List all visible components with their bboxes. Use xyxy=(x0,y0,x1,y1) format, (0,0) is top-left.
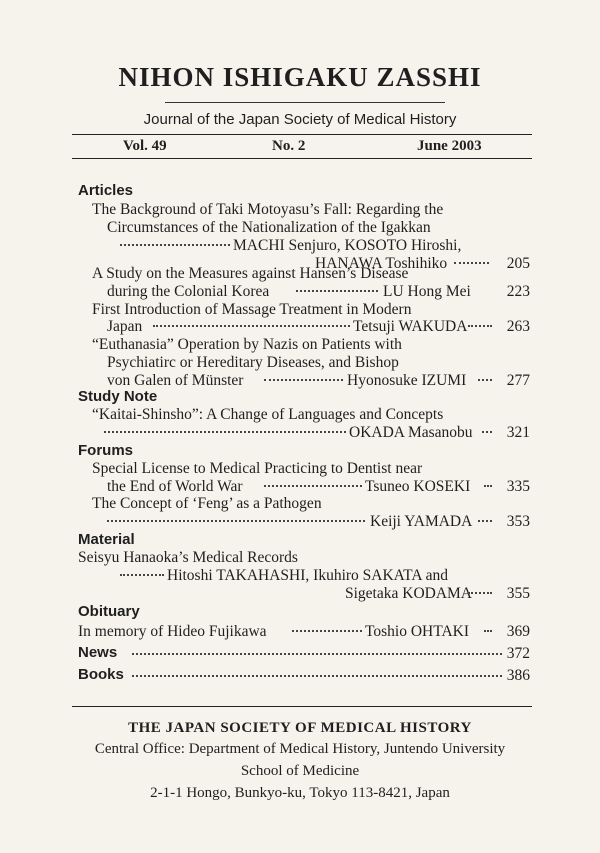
forum-1-title-line-1: Special License to Medical Practicing to Dentist near xyxy=(92,460,423,477)
leader-dots xyxy=(120,570,164,576)
leader-dots xyxy=(454,258,489,264)
section-obituary: Obituary xyxy=(78,603,140,620)
article-3-page: 263 xyxy=(506,318,530,335)
forum-2-page: 353 xyxy=(506,513,530,530)
leader-dots xyxy=(264,375,343,381)
issue-number: No. 2 xyxy=(272,138,306,154)
leader-dots xyxy=(484,481,492,487)
obituary-author: Toshio OHTAKI xyxy=(365,623,470,640)
leader-dots xyxy=(132,649,502,655)
school-name: School of Medicine xyxy=(240,763,360,779)
title-rule xyxy=(165,102,445,103)
material-page: 355 xyxy=(506,585,530,602)
issue-date: June 2003 xyxy=(417,138,482,154)
material-title: Seisyu Hanaoka’s Medical Records xyxy=(78,549,298,566)
section-news: News xyxy=(78,644,118,661)
address: 2-1-1 Hongo, Bunkyo-ku, Tokyo 113-8421, Japan xyxy=(150,785,450,801)
article-2-author: LU Hong Mei xyxy=(383,283,471,300)
article-3-title-line-2: Japan xyxy=(107,318,143,335)
material-authors-line-2: Sigetaka KODAMA xyxy=(345,585,472,602)
journal-title: NIHON ISHIGAKU ZASSHI xyxy=(118,62,482,92)
article-2-page: 223 xyxy=(506,283,530,300)
article-4-title-line-3: von Galen of Münster xyxy=(107,372,244,389)
section-books: Books xyxy=(78,666,124,683)
society-name: THE JAPAN SOCIETY OF MEDICAL HISTORY xyxy=(128,720,472,736)
article-1-authors-line-2: HANAWA Toshihiko xyxy=(315,255,448,272)
leader-dots xyxy=(132,671,502,677)
article-3-title-line-1: First Introduction of Massage Treatment in Modern xyxy=(92,301,412,318)
leader-dots xyxy=(468,321,492,327)
article-1-title-line-2: Circumstances of the Nationalization of the Igakkan xyxy=(107,219,431,236)
study-note-title: “Kaitai-Shinsho”: A Change of Languages and Concepts xyxy=(92,406,444,423)
forum-1-title-line-2: the End of World War xyxy=(107,478,243,495)
article-2-title-line-2: during the Colonial Korea xyxy=(107,283,270,300)
article-2-title-line-1: A Study on the Measures against Hansen’s Disease xyxy=(92,265,409,282)
leader-dots xyxy=(107,516,365,522)
leader-dots xyxy=(468,588,492,594)
forum-1-author: Tsuneo KOSEKI xyxy=(365,478,471,495)
study-note-author: OKADA Masanobu xyxy=(349,424,473,441)
article-4-title-line-2: Psychiatirc or Hereditary Diseases, and Bishop xyxy=(107,354,399,371)
leader-dots xyxy=(120,240,230,246)
leader-dots xyxy=(478,516,492,522)
obituary-page: 369 xyxy=(506,623,530,640)
leader-dots xyxy=(292,626,362,632)
article-4-page: 277 xyxy=(506,372,530,389)
section-study-note: Study Note xyxy=(78,388,158,405)
article-1-authors-line-1: MACHI Senjuro, KOSOTO Hiroshi, xyxy=(233,237,462,254)
article-4-author: Hyonosuke IZUMI xyxy=(347,372,467,389)
obituary-title: In memory of Hideo Fujikawa xyxy=(78,623,267,640)
leader-dots xyxy=(264,481,362,487)
section-material: Material xyxy=(78,531,135,548)
forum-1-page: 335 xyxy=(506,478,530,495)
news-page: 372 xyxy=(506,645,530,662)
volume-label: Vol. 49 xyxy=(123,138,167,154)
books-page: 386 xyxy=(506,667,530,684)
leader-dots xyxy=(482,427,492,433)
article-4-title-line-1: “Euthanasia” Operation by Nazis on Patients with xyxy=(92,336,402,353)
article-1-title-line-1: The Background of Taki Motoyasu’s Fall: Regarding the xyxy=(92,201,444,218)
leader-dots xyxy=(484,626,492,632)
leader-dots xyxy=(104,427,346,433)
material-authors-line-1: Hitoshi TAKAHASHI, Ikuhiro SAKATA and xyxy=(167,567,448,584)
forum-2-author: Keiji YAMADA xyxy=(370,513,473,530)
volume-rule-bottom xyxy=(72,158,532,159)
article-3-author: Tetsuji WAKUDA xyxy=(353,318,468,335)
section-forums: Forums xyxy=(78,442,134,459)
leader-dots xyxy=(478,375,492,381)
footer-rule xyxy=(72,706,532,707)
central-office: Central Office: Department of Medical History, Juntendo University xyxy=(94,741,506,757)
journal-subtitle: Journal of the Japan Society of Medical History xyxy=(143,111,457,128)
forum-2-title: The Concept of ‘Feng’ as a Pathogen xyxy=(92,495,322,512)
volume-rule-top xyxy=(72,134,532,135)
study-note-page: 321 xyxy=(506,424,530,441)
article-1-page: 205 xyxy=(506,255,530,272)
leader-dots xyxy=(296,286,378,292)
leader-dots xyxy=(153,321,350,327)
section-articles: Articles xyxy=(78,182,134,199)
